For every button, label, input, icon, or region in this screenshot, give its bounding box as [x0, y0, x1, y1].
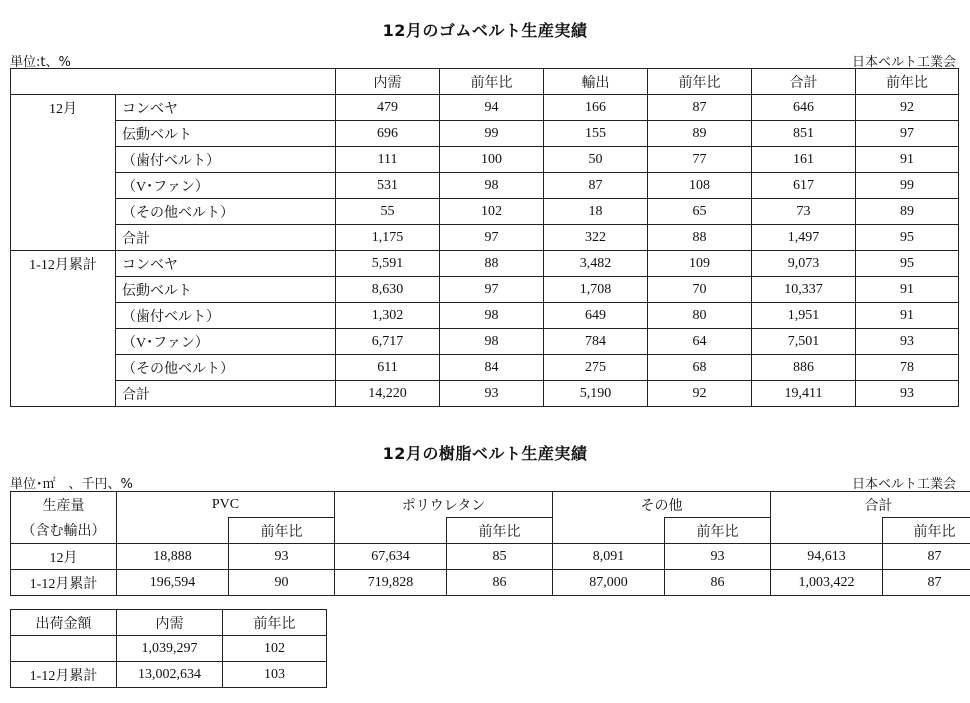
value-cell: 68 — [648, 355, 752, 381]
period-cell-empty — [11, 147, 116, 173]
value-cell: 78 — [856, 355, 959, 381]
header-cell: 前年比 — [440, 69, 544, 95]
sub-header-yoy: 前年比 — [447, 518, 553, 544]
value-cell: 87,000 — [553, 570, 665, 596]
row-label: 伝動ベルト — [116, 121, 336, 147]
value-cell: 67,634 — [335, 544, 447, 570]
row-label: 1-12月累計 — [11, 662, 117, 688]
value-cell: 93 — [856, 329, 959, 355]
value-cell: 84 — [440, 355, 544, 381]
period-cell-empty — [11, 303, 116, 329]
value-cell: 1,497 — [752, 225, 856, 251]
table-row — [11, 355, 959, 381]
value-cell: 1,039,297 — [117, 636, 223, 662]
value-cell: 99 — [856, 173, 959, 199]
group-header-pvc: PVC — [117, 492, 335, 518]
header-row — [11, 610, 327, 636]
period-cell-empty — [11, 277, 116, 303]
period-cell-empty — [11, 381, 116, 407]
period-cell: 12月 — [11, 95, 116, 121]
value-cell: 649 — [544, 303, 648, 329]
value-cell: 93 — [856, 381, 959, 407]
table-row — [11, 173, 959, 199]
period-cell-empty — [11, 199, 116, 225]
table-row — [11, 95, 959, 121]
value-cell: 617 — [752, 173, 856, 199]
value-cell: 10,337 — [752, 277, 856, 303]
table-row — [11, 329, 959, 355]
value-cell: 196,594 — [117, 570, 229, 596]
value-cell: 111 — [336, 147, 440, 173]
value-cell: 95 — [856, 251, 959, 277]
row-label: （歯付ベルト） — [116, 147, 336, 173]
row-label — [11, 636, 117, 662]
header-cell: 出荷金額 — [11, 610, 117, 636]
value-cell: 88 — [440, 251, 544, 277]
value-cell: 322 — [544, 225, 648, 251]
header-empty — [771, 518, 883, 544]
value-cell: 70 — [648, 277, 752, 303]
table-row — [11, 147, 959, 173]
rubber-source: 日本ベルト工業会 — [851, 55, 956, 70]
value-cell: 98 — [440, 329, 544, 355]
header-row — [11, 518, 970, 544]
header-cell: 前年比 — [648, 69, 752, 95]
value-cell: 91 — [856, 277, 959, 303]
value-cell: 86 — [447, 570, 553, 596]
value-cell: 18 — [544, 199, 648, 225]
value-cell: 94,613 — [771, 544, 883, 570]
value-cell: 88 — [648, 225, 752, 251]
resin-title: 12月の樹脂ベルト生産実績 — [382, 444, 588, 463]
value-cell: 92 — [856, 95, 959, 121]
value-cell: 93 — [665, 544, 771, 570]
value-cell: 886 — [752, 355, 856, 381]
value-cell: 108 — [648, 173, 752, 199]
value-cell: 64 — [648, 329, 752, 355]
header-row — [11, 492, 970, 518]
row-label: （V･ファン） — [116, 173, 336, 199]
value-cell: 98 — [440, 173, 544, 199]
sub-header-yoy: 前年比 — [883, 518, 970, 544]
row-label: （その他ベルト） — [116, 355, 336, 381]
value-cell: 851 — [752, 121, 856, 147]
value-cell: 73 — [752, 199, 856, 225]
value-cell: 100 — [440, 147, 544, 173]
header-cell: 合計 — [752, 69, 856, 95]
value-cell: 719,828 — [335, 570, 447, 596]
header-empty — [117, 518, 229, 544]
header-cell: 内需 — [336, 69, 440, 95]
value-cell: 87 — [883, 570, 970, 596]
table-row — [11, 662, 327, 688]
value-cell: 275 — [544, 355, 648, 381]
row-label: 合計 — [116, 225, 336, 251]
value-cell: 86 — [665, 570, 771, 596]
value-cell: 93 — [440, 381, 544, 407]
sub-header-yoy: 前年比 — [229, 518, 335, 544]
table-row — [11, 121, 959, 147]
value-cell: 89 — [648, 121, 752, 147]
value-cell: 102 — [440, 199, 544, 225]
value-cell: 77 — [648, 147, 752, 173]
rubber-unit: 単位:t、% — [10, 55, 71, 70]
value-cell: 9,073 — [752, 251, 856, 277]
header-cell: 輸出 — [544, 69, 648, 95]
resin-source: 日本ベルト工業会 — [851, 477, 956, 492]
value-cell: 1,003,422 — [771, 570, 883, 596]
group-header-other: その他 — [553, 492, 771, 518]
value-cell: 696 — [336, 121, 440, 147]
value-cell: 531 — [336, 173, 440, 199]
rubber-title: 12月のゴムベルト生産実績 — [382, 21, 588, 40]
shipment-amount-table — [10, 609, 327, 688]
table-row — [11, 251, 959, 277]
value-cell: 85 — [447, 544, 553, 570]
value-cell: 98 — [440, 303, 544, 329]
sub-header-yoy: 前年比 — [665, 518, 771, 544]
value-cell: 90 — [229, 570, 335, 596]
value-cell: 91 — [856, 147, 959, 173]
resin-belt-table — [10, 491, 970, 596]
table-row — [11, 636, 327, 662]
value-cell: 646 — [752, 95, 856, 121]
period-cell: 1-12月累計 — [11, 251, 116, 277]
header-corner — [11, 69, 336, 95]
value-cell: 479 — [336, 95, 440, 121]
value-cell: 14,220 — [336, 381, 440, 407]
value-cell: 55 — [336, 199, 440, 225]
period-cell-empty — [11, 173, 116, 199]
corner-label: （含む輸出） — [11, 518, 117, 544]
value-cell: 8,091 — [553, 544, 665, 570]
value-cell: 1,708 — [544, 277, 648, 303]
row-label: 合計 — [116, 381, 336, 407]
value-cell: 1,951 — [752, 303, 856, 329]
value-cell: 155 — [544, 121, 648, 147]
value-cell: 166 — [544, 95, 648, 121]
value-cell: 109 — [648, 251, 752, 277]
value-cell: 87 — [544, 173, 648, 199]
row-label: （その他ベルト） — [116, 199, 336, 225]
value-cell: 6,717 — [336, 329, 440, 355]
value-cell: 97 — [440, 225, 544, 251]
table-row — [11, 570, 970, 596]
value-cell: 5,190 — [544, 381, 648, 407]
table-row — [11, 199, 959, 225]
row-label: 1-12月累計 — [11, 570, 117, 596]
value-cell: 87 — [883, 544, 970, 570]
table-row — [11, 277, 959, 303]
value-cell: 97 — [856, 121, 959, 147]
row-label: 伝動ベルト — [116, 277, 336, 303]
period-cell-empty — [11, 355, 116, 381]
resin-unit: 単位･㎡ 、千円、% — [10, 477, 133, 492]
value-cell: 91 — [856, 303, 959, 329]
value-cell: 611 — [336, 355, 440, 381]
period-cell-empty — [11, 225, 116, 251]
value-cell: 103 — [223, 662, 327, 688]
period-cell-empty — [11, 121, 116, 147]
header-cell: 内需 — [117, 610, 223, 636]
row-label: コンベヤ — [116, 251, 336, 277]
value-cell: 65 — [648, 199, 752, 225]
value-cell: 95 — [856, 225, 959, 251]
value-cell: 92 — [648, 381, 752, 407]
header-cell: 前年比 — [223, 610, 327, 636]
value-cell: 18,888 — [117, 544, 229, 570]
table-row-total — [11, 381, 959, 407]
header-cell: 前年比 — [856, 69, 959, 95]
value-cell: 13,002,634 — [117, 662, 223, 688]
value-cell: 3,482 — [544, 251, 648, 277]
value-cell: 8,630 — [336, 277, 440, 303]
table-row-total — [11, 225, 959, 251]
value-cell: 784 — [544, 329, 648, 355]
value-cell: 97 — [440, 277, 544, 303]
row-label: （V･ファン） — [116, 329, 336, 355]
row-label: 12月 — [11, 544, 117, 570]
table-row — [11, 544, 970, 570]
value-cell: 161 — [752, 147, 856, 173]
header-empty — [553, 518, 665, 544]
header-empty — [335, 518, 447, 544]
row-label: （歯付ベルト） — [116, 303, 336, 329]
rubber-belt-table — [10, 68, 959, 407]
period-cell-empty — [11, 329, 116, 355]
value-cell: 87 — [648, 95, 752, 121]
group-header-total: 合計 — [771, 492, 970, 518]
group-header-polyurethane: ポリウレタン — [335, 492, 553, 518]
value-cell: 80 — [648, 303, 752, 329]
row-label: コンベヤ — [116, 95, 336, 121]
value-cell: 94 — [440, 95, 544, 121]
value-cell: 102 — [223, 636, 327, 662]
table-row — [11, 303, 959, 329]
value-cell: 1,302 — [336, 303, 440, 329]
value-cell: 19,411 — [752, 381, 856, 407]
value-cell: 5,591 — [336, 251, 440, 277]
value-cell: 93 — [229, 544, 335, 570]
value-cell: 99 — [440, 121, 544, 147]
header-row — [11, 69, 959, 95]
value-cell: 7,501 — [752, 329, 856, 355]
value-cell: 50 — [544, 147, 648, 173]
corner-label: 生産量 — [11, 492, 117, 518]
value-cell: 89 — [856, 199, 959, 225]
value-cell: 1,175 — [336, 225, 440, 251]
